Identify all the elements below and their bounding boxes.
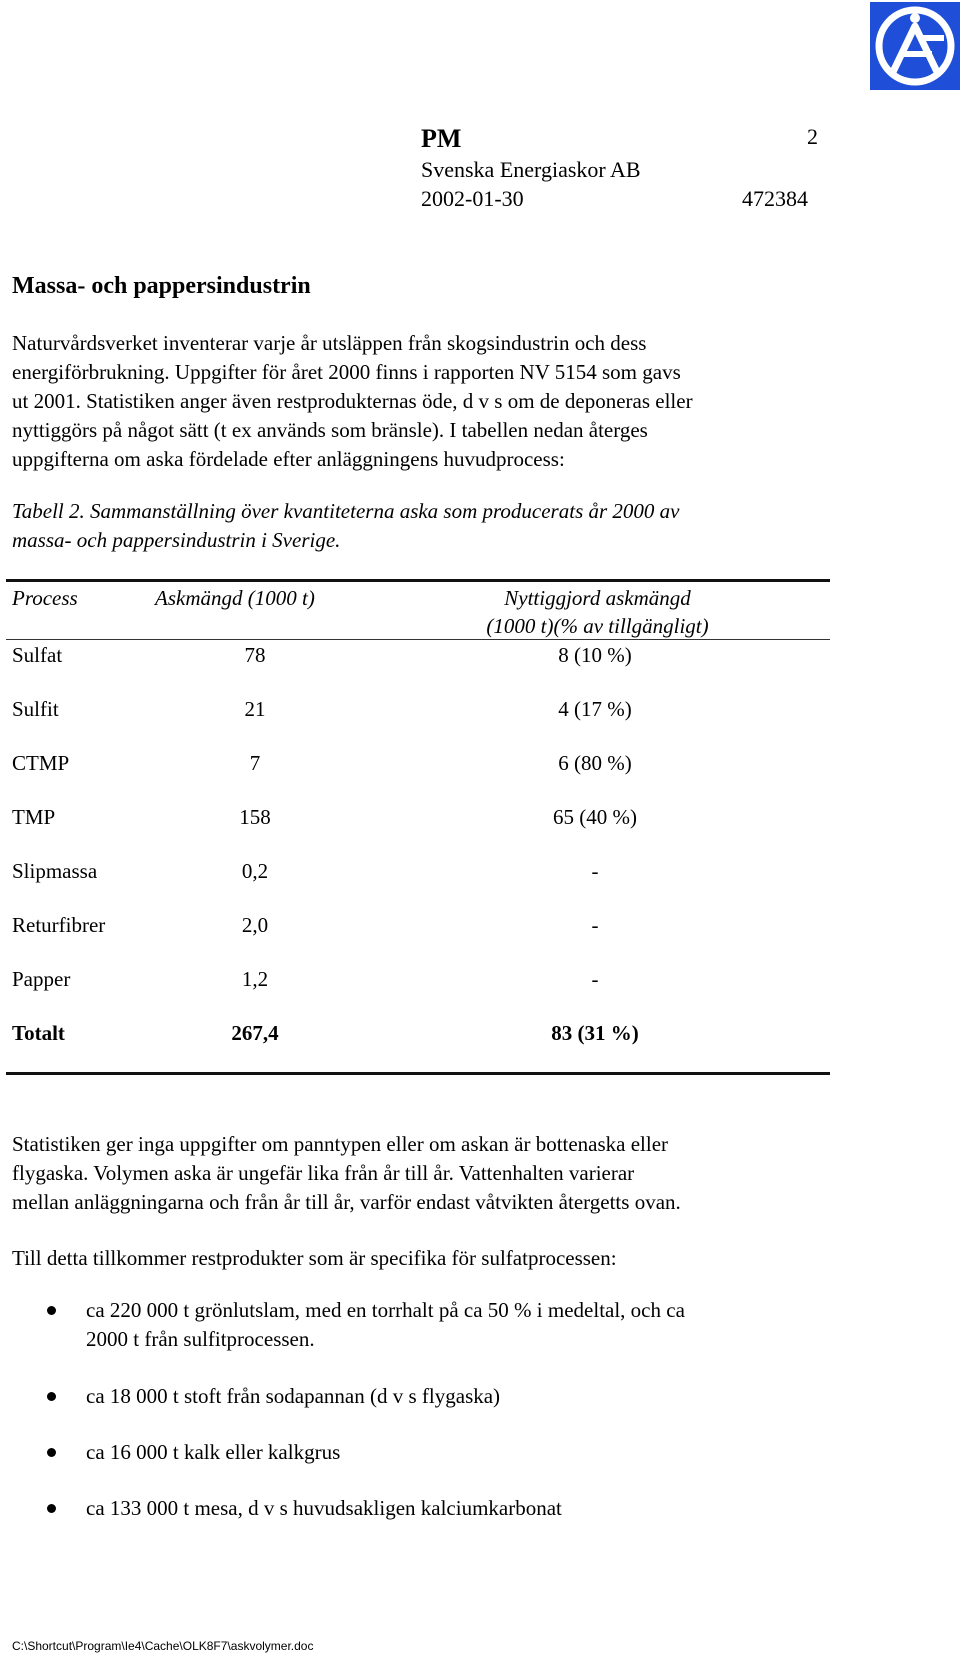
cell-process: Papper [12, 967, 71, 991]
caption-line: Tabell 2. Sammanställning över kvantiteterna aska som producerats år 2000 av [12, 499, 680, 523]
text-line: mellan anläggningarna och från år till år, varför endast våtvikten återgetts ovan. [12, 1190, 681, 1214]
cell-process: CTMP [12, 751, 70, 775]
memo-title: PM [421, 124, 462, 153]
page-number: 2 [807, 124, 818, 149]
header-process: Process [12, 586, 78, 610]
cell-used: 4 (17 %) [558, 697, 632, 721]
cell-amount: 2,0 [241, 913, 269, 937]
cell-amount: 7 [249, 751, 261, 775]
bullet-text: ca 16 000 t kalk eller kalkgrus [86, 1440, 341, 1464]
statistics-paragraph [12, 1130, 872, 1217]
cell-process: Sulfat [12, 643, 63, 667]
cell-used: 6 (80 %) [558, 751, 632, 775]
cell-amount: 158 [239, 805, 271, 829]
cell-used: - [591, 967, 599, 991]
bullet-text [86, 1296, 866, 1354]
cell-amount: 21 [244, 697, 266, 721]
intro-paragraph [12, 329, 872, 474]
company-name: Svenska Energiaskor AB [421, 157, 641, 182]
bullet-text: ca 18 000 t stoft från sodapannan (d v s flygaska) [86, 1384, 501, 1408]
cell-process: Slipmassa [12, 859, 98, 883]
header-amount: Askmängd (1000 t) [155, 586, 315, 610]
sulfate-intro-paragraph: Till detta tillkommer restprodukter som är specifika för sulfatprocessen: [12, 1246, 617, 1270]
cell-amount: 0,2 [241, 859, 269, 883]
cell-used: 65 (40 %) [553, 805, 637, 829]
cell-used: - [591, 913, 599, 937]
bullet-line: ca 220 000 t grönlutslam, med en torrhalt på ca 50 % i medeltal, och ca [86, 1298, 685, 1322]
bullet-icon [47, 1392, 56, 1401]
cell-used: 8 (10 %) [558, 643, 632, 667]
text-line: nyttiggörs på något sätt (t ex används som bränsle). I tabellen nedan återges [12, 418, 648, 442]
company-logo [870, 2, 960, 90]
text-line: flygaska. Volymen aska är ungefär lika från år till år. Vattenhalten varierar [12, 1161, 635, 1185]
cell-amount: 78 [244, 643, 266, 667]
af-logo-icon [870, 2, 960, 90]
header-used-line2: (1000 t)(% av tillgängligt) [486, 614, 709, 638]
section-heading: Massa- och pappersindustrin [12, 273, 311, 299]
bullet-line: 2000 t från sulfitprocessen. [86, 1327, 315, 1351]
text-line: Naturvårdsverket inventerar varje år utsläppen från skogsindustrin och dess [12, 331, 647, 355]
memo-date: 2002-01-30 [421, 186, 524, 211]
total-label: Totalt [12, 1021, 65, 1045]
total-amount: 267,4 [231, 1021, 279, 1045]
document-number: 472384 [742, 186, 808, 211]
cell-process: TMP [12, 805, 56, 829]
table-header-rule [6, 639, 830, 640]
text-line: ut 2001. Statistiken anger även restprodukternas öde, d v s om de deponeras eller [12, 389, 693, 413]
bullet-icon [47, 1306, 56, 1315]
footer-file-path: C:\Shortcut\Program\Ie4\Cache\OLK8F7\askvolymer.doc [12, 1639, 314, 1653]
cell-used: - [591, 859, 599, 883]
text-line: energiförbrukning. Uppgifter för året 2000 finns i rapporten NV 5154 som gavs [12, 360, 681, 384]
text-line: Statistiken ger inga uppgifter om panntypen eller om askan är bottenaska eller [12, 1132, 669, 1156]
total-used: 83 (31 %) [551, 1021, 639, 1045]
bullet-icon [47, 1504, 56, 1513]
caption-line: massa- och pappersindustrin i Sverige. [12, 528, 341, 552]
text-line: uppgifterna om aska fördelade efter anläggningens huvudprocess: [12, 447, 565, 471]
bullet-icon [47, 1448, 56, 1457]
table-caption [12, 497, 872, 555]
cell-amount: 1,2 [241, 967, 269, 991]
table-top-rule [6, 579, 830, 582]
table-bottom-rule [6, 1072, 830, 1075]
header-used-line1: Nyttiggjord askmängd [504, 586, 691, 610]
cell-process: Returfibrer [12, 913, 106, 937]
bullet-text: ca 133 000 t mesa, d v s huvudsakligen kalciumkarbonat [86, 1496, 562, 1520]
cell-process: Sulfit [12, 697, 59, 721]
header-used [445, 584, 750, 640]
